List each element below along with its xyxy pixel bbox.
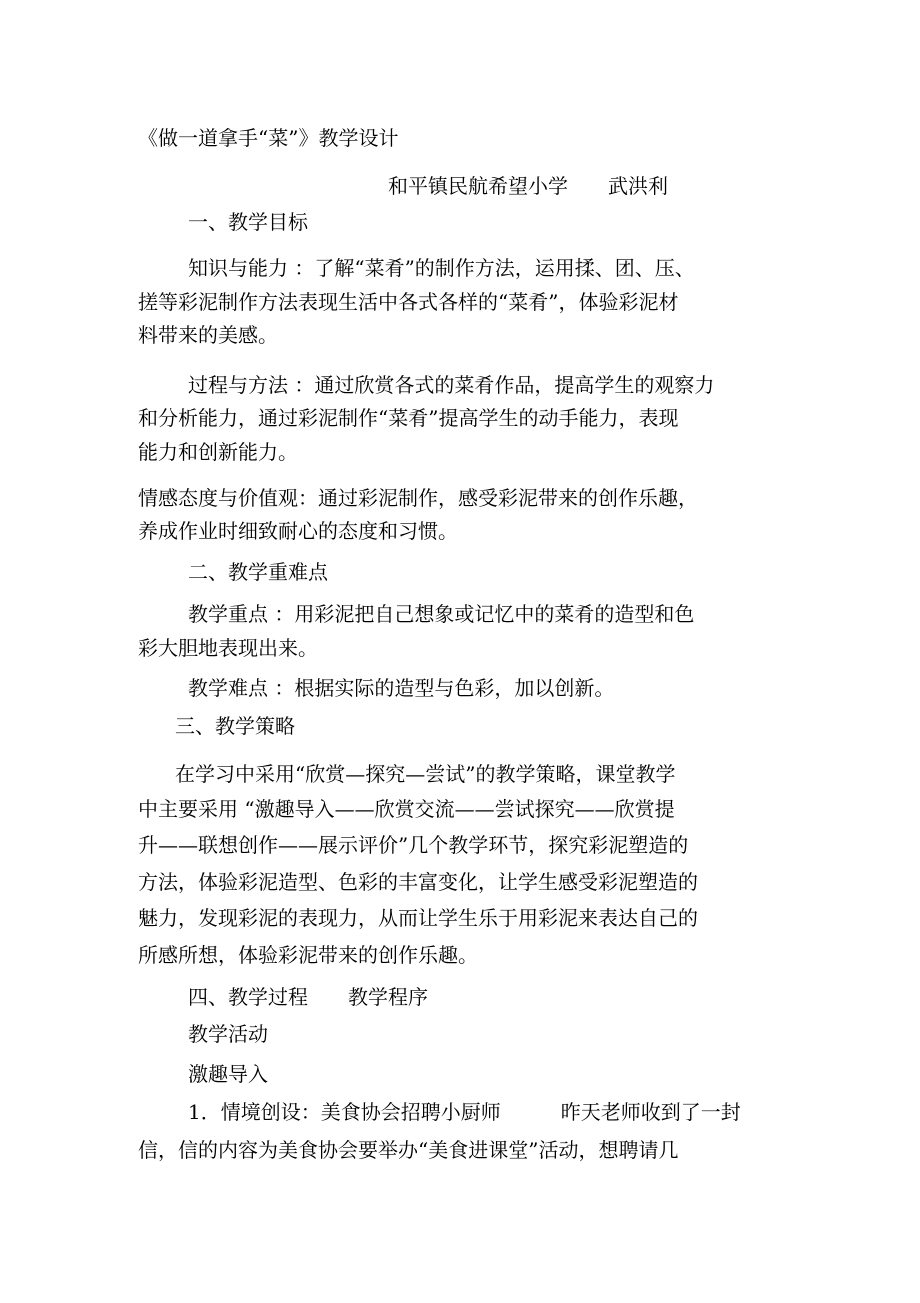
paragraph-line: 料带来的美感。 [138, 323, 278, 347]
paragraph-line: 信，信的内容为美食协会要举办“美食进课堂”活动，想聘请几 [138, 1138, 679, 1162]
heading-process: 四、教学过程 教学程序 [188, 985, 428, 1009]
paragraph-line: 情感态度与价值观：通过彩泥制作，感受彩泥带来的创作乐趣， [138, 486, 698, 510]
paragraph-line: 所感所想，体验彩泥带来的创作乐趣。 [138, 943, 478, 967]
heading-strategy: 三、教学策略 [175, 714, 295, 738]
paragraph-line: 和分析能力，通过彩泥制作“菜肴”提高学生的动手能力，表现 [138, 406, 679, 430]
paragraph-line: 能力和创新能力。 [138, 440, 298, 464]
paragraph-line: 教学活动 [188, 1022, 268, 1046]
paragraph-line: 在学习中采用“欣赏—探究—尝试”的教学策略，课堂教学 [175, 762, 676, 786]
document-title: 《做一道拿手“菜”》教学设计 [138, 126, 399, 150]
author-line: 和平镇民航希望小学 武洪利 [388, 174, 668, 198]
heading-objectives: 一、教学目标 [188, 210, 308, 234]
paragraph-line: 激趣导入 [188, 1062, 268, 1086]
paragraph-line: 教学难点 ：根据实际的造型与色彩，加以创新。 [188, 676, 615, 700]
paragraph-line: 彩大胆地表现出来。 [138, 636, 318, 660]
paragraph-line: 知识与能力 ：了解“菜肴”的制作方法，运用揉、团、压、 [188, 256, 695, 280]
paragraph-line: 方法，体验彩泥造型、色彩的丰富变化，让学生感受彩泥塑造的 [138, 870, 698, 894]
paragraph-line: 1．情境创设：美食协会招聘小厨师 昨天老师收到了一封 [188, 1100, 741, 1124]
paragraph-line: 中主要采用 “激趣导入——欣赏交流——尝试探究——欣赏提 [138, 797, 675, 821]
paragraph-line: 过程与方法 ：通过欣赏各式的菜肴作品，提高学生的观察力 [188, 373, 715, 397]
paragraph-line: 搓等彩泥制作方法表现生活中各式各样的“菜肴”，体验彩泥材 [138, 290, 679, 314]
paragraph-line: 养成作业时细致耐心的态度和习惯。 [138, 519, 458, 543]
paragraph-line: 升——联想创作——展示评价”几个教学环节，探究彩泥塑造的 [138, 833, 689, 857]
heading-key-points: 二、教学重难点 [188, 560, 328, 584]
paragraph-line: 魅力，发现彩泥的表现力，从而让学生乐于用彩泥来表达自己的 [138, 906, 698, 930]
paragraph-line: 教学重点 ：用彩泥把自己想象或记忆中的菜肴的造型和色 [188, 602, 695, 626]
